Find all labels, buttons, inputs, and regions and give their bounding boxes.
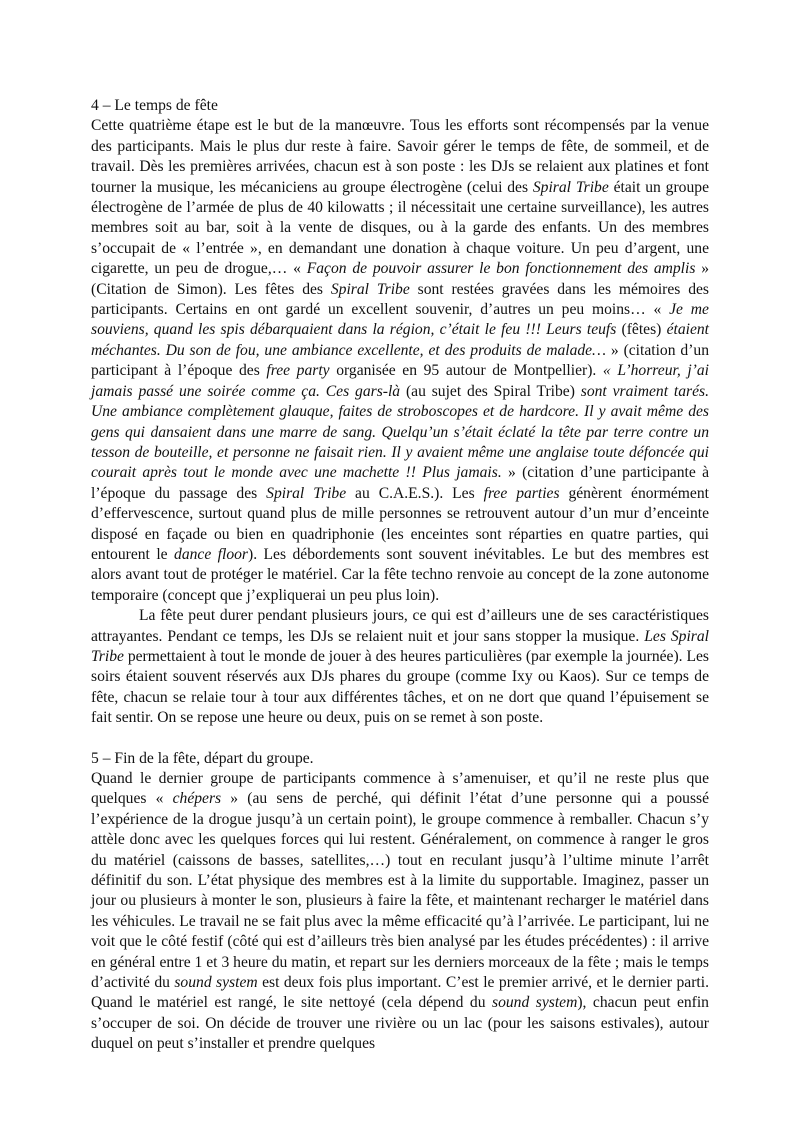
text-run: au C.A.E.S.). Les [346, 484, 484, 502]
text-run: (au sujet des Spiral Tribe) [400, 382, 581, 400]
text-run: » (citation d’une participante à l’époque du passage des [91, 464, 709, 502]
italic-run: sound system [174, 974, 258, 992]
section-5-heading: 5 – Fin de la fête, départ du groupe. [91, 749, 314, 767]
italic-run: « L’horreur, j’ai jamais passé une soirée comme ça. Ces gars-là [91, 362, 709, 400]
text-run: » (citation d’un participant à l’époque des [91, 341, 709, 380]
document-page [91, 96, 709, 1055]
text-run: sont restées gravées dans les mémoires des participants. Certains en ont gardé un excellent souvenir, d’autres un peu moins… « [91, 280, 709, 319]
text-run: » (Citation de Simon). Les fêtes des [91, 260, 709, 298]
section-spacer [91, 729, 709, 749]
italic-run: Spiral Tribe [532, 178, 609, 196]
text-run: permettaient à tout le monde de jouer à des heures particulières (par exemple la journée). Les soirs étaient souvent réservés aux DJs phares du groupe (comme Ixy ou Kaos). Sur ce temps de fête, chacun se relaie tour à tour aux différentes tâches, et on ne dort que quand l’épuisement se fait sentir. On se repose une heure ou deux, puis on se remet à son poste. [91, 647, 709, 727]
section-4-heading: 4 – Le temps de fête [91, 97, 218, 114]
text-run: La fête peut durer pendant plusieurs jours, ce qui est d’ailleurs une de ses caractéristiques attrayantes. Pendant ce temps, les DJs se relaient nuit et jour sans stopper la musique. [91, 607, 709, 645]
italic-run: Spiral Tribe [266, 484, 347, 502]
italic-run: free parties [483, 484, 560, 502]
italic-run: sound system [492, 994, 578, 1012]
text-run: (fêtes) [616, 321, 667, 339]
italic-run: sont vraiment tarés. Une ambiance complètement glauque, faites de stroboscopes et de hardcore. Il y avait même des gens qui dansaient dans une marre de sang. Quelqu’un s’était éclaté la tête par terre contre un tesson de bouteille, et personne ne faisait rien. Il y avaient même une anglaise toute défoncée qui courait après tout le monde avec une machette !! Plus jamais. [91, 382, 709, 482]
italic-run: free party [266, 362, 330, 380]
text-run: génèrent énormément d’effervescence, surtout quand plus de mille personnes se retrouvent autour d’un mur d’enceinte disposé en façade ou bien en quadriphonie (les enceintes sont réparties en quatre parties, qui entourent le [91, 484, 709, 563]
text-run: organisée en 95 autour de Montpellier). [329, 362, 603, 380]
italic-run: étaient méchantes. Du son de fou, une ambiance excellente, et des produits de malade… [91, 321, 709, 359]
text-run: ). Les débordements sont souvent inévitables. Le but des membres est alors avant tout de protéger le matériel. Car la fête techno renvoie au concept de la zone autonome temporaire (concept que j’expliquerai un peu plus loin). [91, 545, 709, 604]
italic-run: chépers [172, 790, 222, 808]
text-run: ), chacun peut enfin s’occuper de soi. On décide de trouver une rivière ou un lac (pour les saisons estivales), autour duquel on peut s’installer et prendre quelques [91, 994, 709, 1053]
text-run: Quand le dernier groupe de participants commence à s’amenuiser, et qu’il ne reste plus que quelques « [91, 770, 709, 808]
text-run: est deux fois plus important. C’est le premier arrivé, et le dernier parti. Quand le matériel est rangé, le site nettoyé (cela dépend du [91, 974, 709, 1012]
italic-run: Je me souviens, quand les spis débarquaient dans la région, c’était le feu !!! Leurs teufs [91, 301, 709, 339]
section-4-paragraph-1 [91, 116, 709, 606]
italic-run: Spiral Tribe [330, 280, 410, 298]
italic-run: Les Spiral Tribe [91, 627, 709, 665]
text-run: » (au sens de perché, qui définit l’état d’une personne qui a poussé l’expérience de la drogue jusqu’à un certain point), le groupe commence à remballer. Chacun s’y attèle donc avec les quelques forces qui lui restent. Généralement, on commence à ranger le gros du matériel (caissons de basses, satellites,…) tout en reculant jusqu’à l’ultime minute l’arrêt définitif du son. L’état physique des membres est à la limite du supportable. Imaginez, passer un jour ou plusieurs à monter le son, plusieurs à faire la fête, et maintenant recharger le matériel dans les véhicules. Le travail ne se fait plus avec la même efficacité qu’à l’arrivée. Le participant, lui ne voit que le côté festif (côté qui est d’ailleurs très bien analysé par les études précédentes) : il arrive en général entre 1 et 3 heure du matin, et repart sur les derniers morceaux de la fête ; mais le temps d’activité du [91, 790, 709, 992]
section-4-paragraph-2 [91, 606, 709, 728]
italic-run: Façon de pouvoir assurer le bon fonctionnement des amplis [306, 260, 696, 278]
italic-run: dance floor [174, 545, 249, 563]
text-run: était un groupe électrogène de l’armée de plus de 40 kilowatts ; il nécessitait une certaine surveillance), les autres membres soit au bar, soit à la vente de disques, ou à la garde des enfants. Un des membres s’occupait de « l’entrée », en demandant une donation à chaque voiture. Un peu d’argent, une cigarette, un peu de drogue,… « [91, 178, 709, 278]
text-run: Cette quatrième étape est le but de la manœuvre. Tous les efforts sont récompensés par la venue des participants. Mais le plus dur reste à faire. Savoir gérer le temps de fête, de sommeil, et de travail. Dès les premières arrivées, chacun est à son poste : les DJs se relaient aux platines et font tourner la musique, les mécaniciens au groupe électrogène (celui des [91, 117, 709, 196]
section-5-paragraph-1 [91, 769, 709, 1055]
